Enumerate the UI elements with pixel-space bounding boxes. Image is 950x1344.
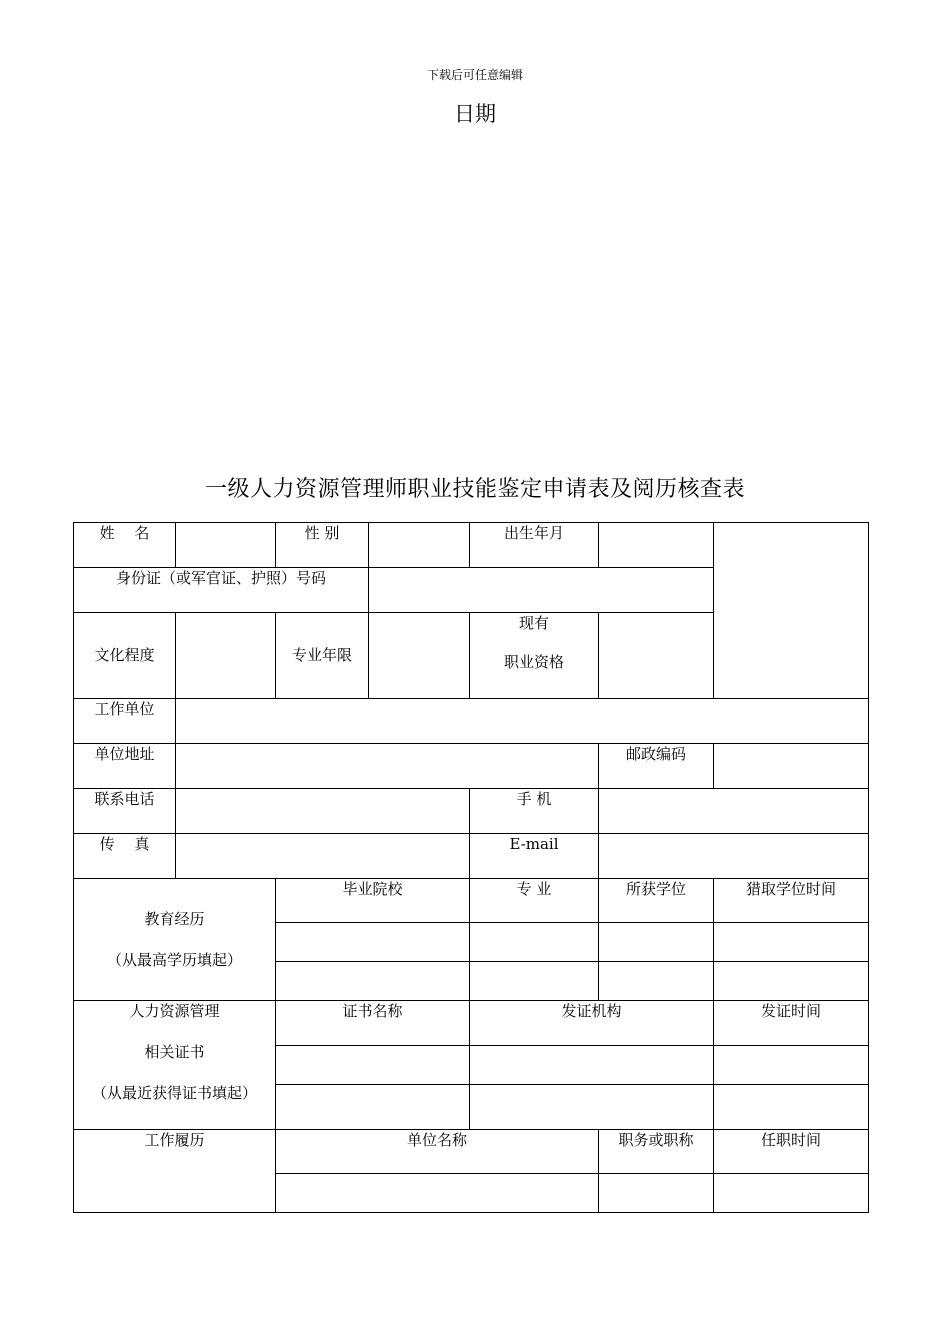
fax-label: 传 真 (74, 834, 176, 879)
email-label: E-mail (470, 834, 599, 879)
current-qual-line1: 现有 (518, 614, 549, 632)
name-field[interactable] (176, 523, 276, 568)
major-years-field[interactable] (369, 613, 470, 699)
cert-time-field[interactable] (714, 1046, 869, 1085)
cert-line3: （从最近获得证书填起） (91, 1084, 257, 1102)
work-time-header: 任职时间 (714, 1130, 869, 1174)
cert-issuer-field[interactable] (470, 1085, 714, 1130)
name-label: 姓 名 (74, 523, 176, 568)
form-title: 一级人力资源管理师职业技能鉴定申请表及阅历核查表 (204, 477, 745, 502)
cert-name-header: 证书名称 (276, 1001, 470, 1046)
work-position-field[interactable] (599, 1174, 714, 1213)
edu-degree-time-header: 猎取学位时间 (714, 879, 869, 923)
edu-degree-time-field[interactable] (714, 923, 869, 962)
cert-issuer-field[interactable] (470, 1046, 714, 1085)
education-level-field[interactable] (176, 613, 276, 699)
edu-degree-field[interactable] (599, 962, 714, 1001)
cert-time-header: 发证时间 (714, 1001, 869, 1046)
cert-issuer-header: 发证机构 (470, 1001, 714, 1046)
unit-address-label: 单位地址 (74, 744, 176, 789)
work-unit-name-field[interactable] (276, 1174, 599, 1213)
birth-field[interactable] (599, 523, 714, 568)
work-position-header: 职务或职称 (599, 1130, 714, 1174)
mobile-label: 手 机 (470, 789, 599, 834)
email-field[interactable] (599, 834, 869, 879)
work-history-label: 工作履历 (74, 1130, 276, 1213)
work-unit-field[interactable] (176, 699, 869, 744)
edu-degree-header: 所获学位 (599, 879, 714, 923)
edu-school-field[interactable] (276, 962, 470, 1001)
id-card-label: 身份证（或军官证、护照）号码 (74, 568, 369, 613)
postal-code-field[interactable] (714, 744, 869, 789)
edu-major-header: 专 业 (470, 879, 599, 923)
birth-label: 出生年月 (470, 523, 599, 568)
edu-degree-field[interactable] (599, 923, 714, 962)
cert-name-field[interactable] (276, 1085, 470, 1130)
mobile-field[interactable] (599, 789, 869, 834)
fax-field[interactable] (176, 834, 470, 879)
unit-address-field[interactable] (176, 744, 599, 789)
current-qualification-field[interactable] (599, 613, 714, 699)
application-form (73, 522, 869, 1213)
date-label: 日期 (454, 102, 496, 126)
edu-school-field[interactable] (276, 923, 470, 962)
id-card-field[interactable] (369, 568, 714, 613)
current-qualification-label (470, 613, 599, 699)
gender-field[interactable] (369, 523, 470, 568)
cert-line1: 人力资源管理 (129, 1002, 220, 1020)
edu-school-header: 毕业院校 (276, 879, 470, 923)
work-time-field[interactable] (714, 1174, 869, 1213)
edu-major-field[interactable] (470, 962, 599, 1001)
postal-code-label: 邮政编码 (599, 744, 714, 789)
work-unit-label: 工作单位 (74, 699, 176, 744)
edu-history-line2: （从最高学历填起） (106, 950, 242, 969)
hr-certificates-label (74, 1001, 276, 1130)
work-unit-name-header: 单位名称 (276, 1130, 599, 1174)
photo-area[interactable] (714, 523, 869, 699)
education-level-label: 文化程度 (74, 613, 176, 699)
gender-label: 性 别 (276, 523, 369, 568)
cert-name-field[interactable] (276, 1046, 470, 1085)
header-note: 下载后可任意编辑 (426, 68, 523, 82)
phone-label: 联系电话 (74, 789, 176, 834)
major-years-label: 专业年限 (276, 613, 369, 699)
edu-history-line1: 教育经历 (144, 909, 205, 928)
phone-field[interactable] (176, 789, 470, 834)
cert-time-field[interactable] (714, 1085, 869, 1130)
education-history-label (74, 879, 276, 1001)
edu-degree-time-field[interactable] (714, 962, 869, 1001)
cert-line2: 相关证书 (144, 1043, 205, 1061)
edu-major-field[interactable] (470, 923, 599, 962)
current-qual-line2: 职业资格 (503, 653, 564, 671)
